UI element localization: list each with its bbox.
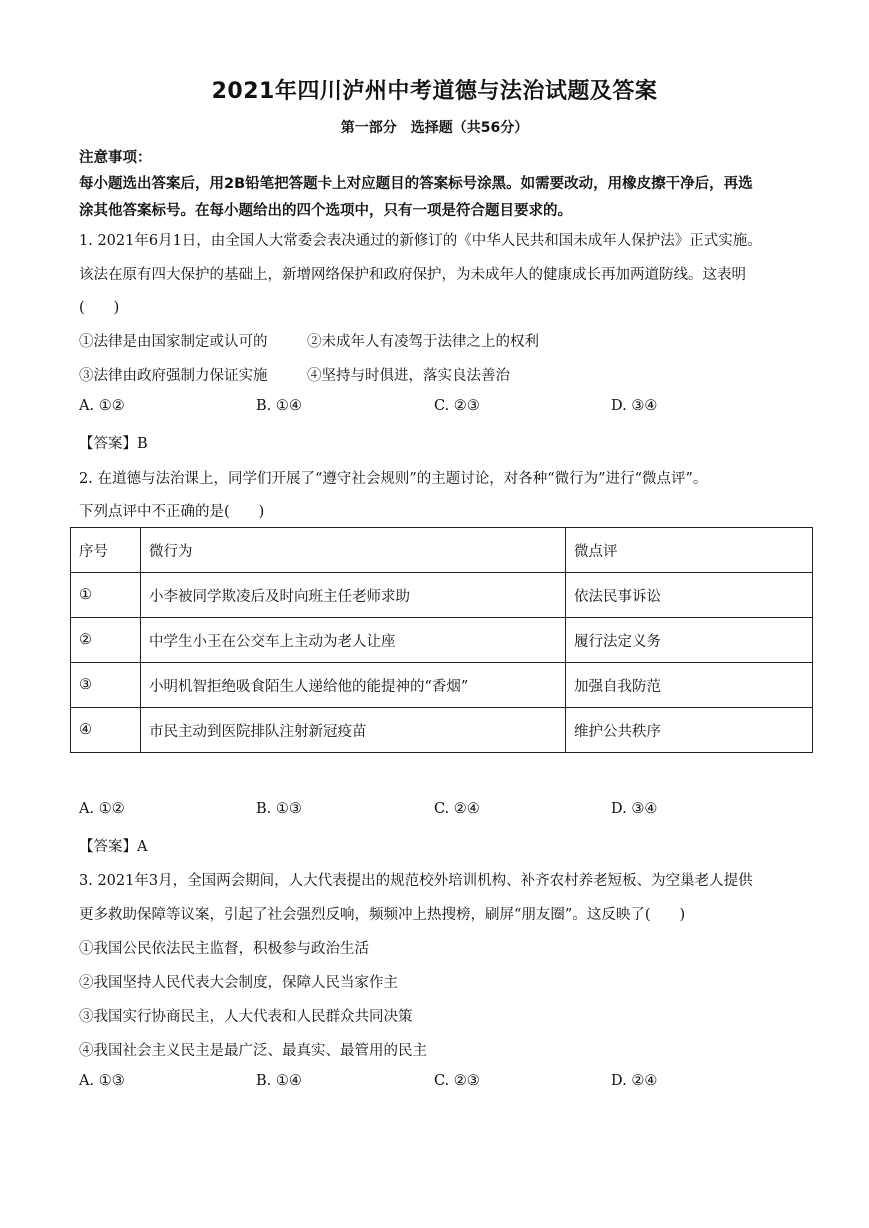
q2-option-d: D. ③④ bbox=[611, 801, 658, 817]
table-cell: 加强自我防范 bbox=[566, 663, 813, 708]
table-header-cell: 序号 bbox=[71, 528, 141, 573]
q2-stem-line-2: 下列点评中不正确的是( ) bbox=[79, 504, 265, 520]
q1-statement-4: ④坚持与时俱进，落实良法善治 bbox=[307, 368, 510, 384]
table-cell: ② bbox=[71, 618, 141, 663]
q3-statement-4: ④我国社会主义民主是最广泛、最真实、最管用的民主 bbox=[79, 1043, 427, 1059]
q3-stem-line-1: 3. 2021年3月，全国两会期间，人大代表提出的规范校外培训机构、补齐农村养老短板、为空巢老人提供 bbox=[79, 873, 753, 889]
table-row bbox=[71, 663, 813, 708]
table-row bbox=[71, 708, 813, 753]
table-cell: 小明机智拒绝吸食陌生人递给他的能提神的“香烟” bbox=[141, 663, 566, 708]
q1-option-b: B. ①④ bbox=[256, 398, 302, 414]
q3-statement-1: ①我国公民依法民主监督，积极参与政治生活 bbox=[79, 941, 369, 957]
table-cell: 小李被同学欺凌后及时向班主任老师求助 bbox=[141, 573, 566, 618]
q3-option-b: B. ①④ bbox=[256, 1073, 302, 1089]
q2-stem-line-1: 2. 在道德与法治课上，同学们开展了“遵守社会规则”的主题讨论，对各种“微行为”进行“微点评”。 bbox=[79, 471, 708, 487]
q2-option-b: B. ①③ bbox=[256, 801, 302, 817]
q1-stem-line-3: ( ) bbox=[79, 300, 120, 316]
page-title: 2021年四川泸州中考道德与法治试题及答案 bbox=[211, 79, 658, 104]
notice-heading: 注意事项： bbox=[79, 150, 152, 166]
q2-option-a: A. ①② bbox=[79, 801, 125, 817]
table-header-cell: 微行为 bbox=[141, 528, 566, 573]
q1-statement-1: ①法律是由国家制定或认可的 bbox=[79, 334, 268, 350]
q1-statement-2: ②未成年人有凌驾于法律之上的权利 bbox=[307, 334, 539, 350]
q3-statement-2: ②我国坚持人民代表大会制度，保障人民当家作主 bbox=[79, 975, 398, 991]
table-cell: 维护公共秩序 bbox=[566, 708, 813, 753]
table-row bbox=[71, 573, 813, 618]
table-cell: ① bbox=[71, 573, 141, 618]
table-cell: 依法民事诉讼 bbox=[566, 573, 813, 618]
table-cell: 中学生小王在公交车上主动为老人让座 bbox=[141, 618, 566, 663]
q3-statement-3: ③我国实行协商民主，人大代表和人民群众共同决策 bbox=[79, 1009, 413, 1025]
table-header-row bbox=[71, 528, 813, 573]
notice-line-2: 涂其他答案标号。在每小题给出的四个选项中，只有一项是符合题目要求的。 bbox=[79, 203, 572, 219]
q3-stem-line-2: 更多救助保障等议案，引起了社会强烈反响，频频冲上热搜榜，刷屏“朋友圈”。这反映了( ) bbox=[79, 907, 686, 923]
q2-answer: 【答案】A bbox=[79, 839, 148, 855]
q1-option-d: D. ③④ bbox=[611, 398, 658, 414]
q2-table bbox=[70, 527, 813, 753]
q3-option-c: C. ②③ bbox=[434, 1073, 480, 1089]
table-header-cell: 微点评 bbox=[566, 528, 813, 573]
table-cell: ③ bbox=[71, 663, 141, 708]
q1-answer: 【答案】B bbox=[79, 436, 148, 452]
q3-option-d: D. ②④ bbox=[611, 1073, 658, 1089]
table-cell: 市民主动到医院排队注射新冠疫苗 bbox=[141, 708, 566, 753]
q3-option-a: A. ①③ bbox=[79, 1073, 125, 1089]
table-row bbox=[71, 618, 813, 663]
q1-option-a: A. ①② bbox=[79, 398, 125, 414]
q2-option-c: C. ②④ bbox=[434, 801, 480, 817]
q1-stem-line-2: 该法在原有四大保护的基础上，新增网络保护和政府保护，为未成年人的健康成长再加两道防线。这表明 bbox=[79, 267, 746, 283]
q1-statement-3: ③法律由政府强制力保证实施 bbox=[79, 368, 268, 384]
section-subtitle: 第一部分 选择题（共56分） bbox=[340, 120, 529, 136]
table-cell: 履行法定义务 bbox=[566, 618, 813, 663]
q1-option-c: C. ②③ bbox=[434, 398, 480, 414]
table-cell: ④ bbox=[71, 708, 141, 753]
notice-line-1: 每小题选出答案后，用2B铅笔把答题卡上对应题目的答案标号涂黑。如需要改动，用橡皮擦干净后，再选 bbox=[79, 176, 753, 192]
q1-stem-line-1: 1. 2021年6月1日，由全国人大常委会表决通过的新修订的《中华人民共和国未成年人保护法》正式实施。 bbox=[79, 233, 762, 249]
